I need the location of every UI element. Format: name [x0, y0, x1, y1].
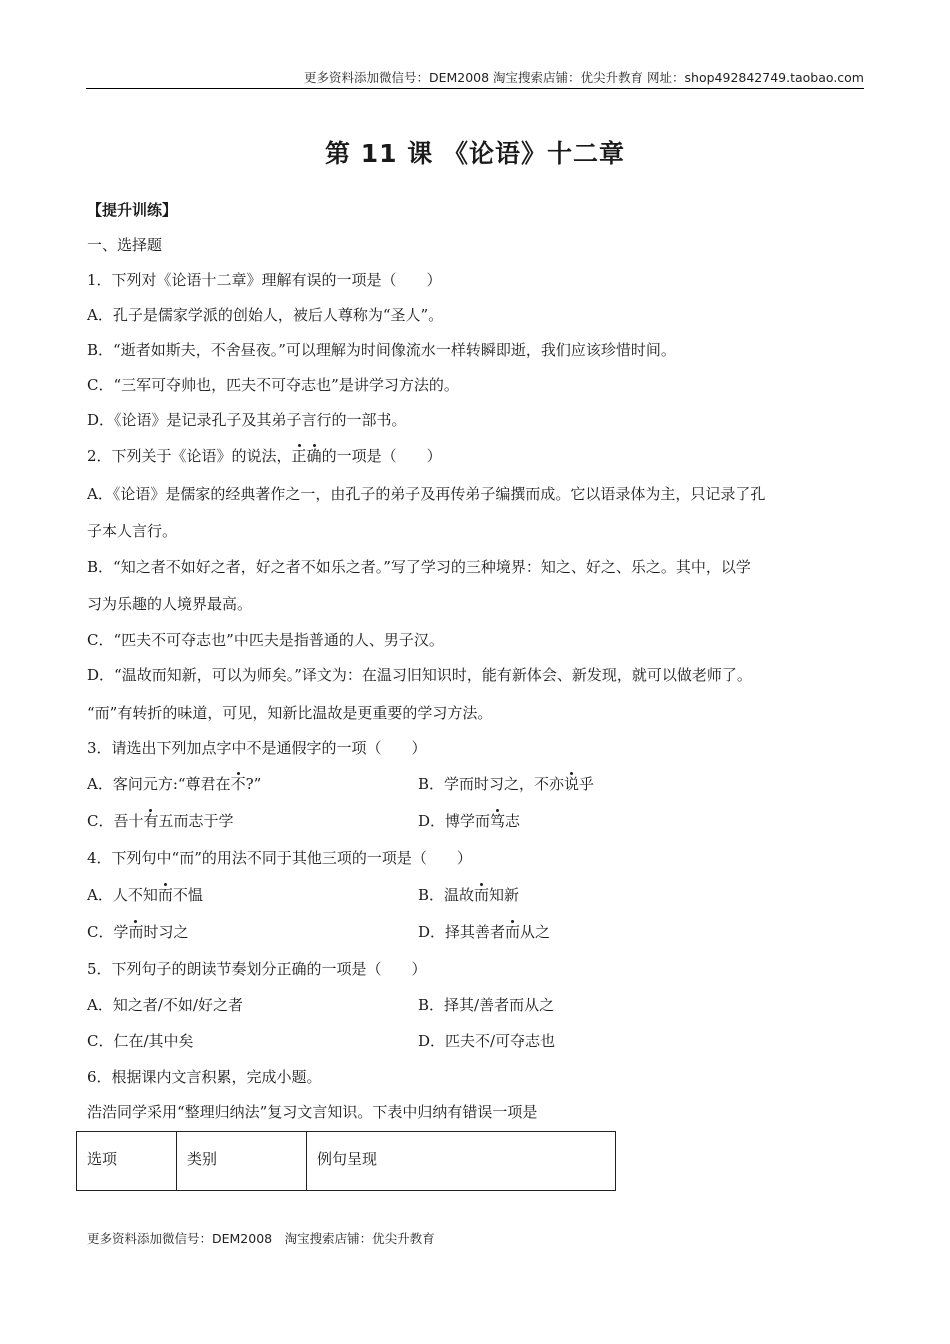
question-5-option-a: A．知之者/不如/好之者 [87, 996, 243, 1014]
question-6-stem: 6．根据课内文言积累，完成小题。 [87, 1068, 322, 1086]
question-5-option-b: B．择其/善者而从之 [418, 996, 555, 1014]
table-header-row [77, 1132, 616, 1191]
question-3-option-c [87, 810, 234, 831]
option-text: B．学而时习之，不亦 [418, 775, 565, 793]
emphasis-char: 有 [143, 812, 159, 830]
option-text: A．客问元方:“尊君在 [87, 775, 231, 793]
option-text: 五而志于学 [158, 812, 234, 830]
question-4-option-d [418, 921, 550, 942]
question-5-stem: 5．下列句子的朗读节奏划分正确的一项是（ ） [87, 960, 427, 978]
emphasis-char: 正 [291, 447, 307, 465]
question-3-stem: 3．请选出下列加点字中不是通假字的一项（ ） [87, 739, 427, 757]
option-text: 不愠 [172, 886, 203, 904]
part-heading: 一、选择题 [87, 236, 163, 254]
emphasis-char: 笃 [490, 812, 506, 830]
question-2-stem-text: 的一项是（ ） [321, 447, 442, 465]
emphasis-char: 而 [505, 923, 521, 941]
question-4-option-b [418, 884, 519, 905]
question-4-option-c [87, 921, 189, 942]
page-header: 更多资料添加微信号：DEM2008 淘宝搜索店铺：优尖升教育 网址：shop492842749.taobao.com [303, 70, 864, 85]
option-text: 知新 [489, 886, 520, 904]
header-divider [86, 88, 864, 89]
option-text: A．人不知 [87, 886, 158, 904]
question-2-option-c: C．“匹夫不可夺志也”中匹夫是指普通的人、男子汉。 [87, 631, 444, 649]
option-text: D．择其善者 [418, 923, 506, 941]
question-1-option-a: A．孔子是儒家学派的创始人，被后人尊称为“圣人”。 [87, 306, 444, 324]
summary-table [76, 1131, 616, 1191]
emphasis-char: 说 [564, 775, 580, 793]
question-4-option-a [87, 884, 203, 905]
table-header-cell: 选项 [77, 1132, 177, 1191]
page-title: 第 11 课 《论语》十二章 [325, 139, 625, 168]
option-text: 从之 [520, 923, 551, 941]
option-text: 时习之 [143, 923, 189, 941]
emphasis-char: 而 [128, 923, 144, 941]
question-1-stem: 1．下列对《论语十二章》理解有误的一项是（ ） [87, 271, 442, 289]
question-5-option-c: C．仁在/其中矣 [87, 1032, 194, 1050]
page-footer: 更多资料添加微信号：DEM2008 淘宝搜索店铺：优尖升教育 [87, 1231, 435, 1246]
question-4-stem: 4．下列句中“而”的用法不同于其他三项的一项是（ ） [87, 849, 472, 867]
question-2-stem-text: 2．下列关于《论语》的说法， [87, 447, 292, 465]
question-3-option-d [418, 810, 520, 831]
question-2-option-a: A．《论语》是儒家的经典著作之一，由孔子的弟子及再传弟子编撰而成。它以语录体为主，只记录了孔 [87, 485, 766, 503]
question-6-intro: 浩浩同学采用“整理归纳法”复习文言知识。下表中归纳有错误一项是 [87, 1103, 538, 1121]
emphasis-char: 而 [157, 886, 173, 904]
question-1-option-c: C．“三军可夺帅也，匹夫不可夺志也”是讲学习方法的。 [87, 376, 459, 394]
question-2-option-d-cont: “而”有转折的味道，可见，知新比温故是更重要的学习方法。 [87, 704, 493, 722]
option-text: D．博学而 [418, 812, 491, 830]
question-1-option-b: B．“逝者如斯夫，不舍昼夜。”可以理解为时间像流水一样转瞬即逝，我们应该珍惜时间。 [87, 341, 676, 359]
option-text: 乎 [579, 775, 595, 793]
question-2-stem [87, 445, 442, 466]
option-text: 志 [505, 812, 521, 830]
option-text: B．温故 [418, 886, 475, 904]
option-text: ?” [245, 775, 262, 793]
option-text: C．吾十 [87, 812, 144, 830]
question-2-option-b-cont: 习为乐趣的人境界最高。 [87, 595, 253, 613]
question-2-option-b: B．“知之者不如好之者，好之者不如乐之者。”写了学习的三种境界：知之、好之、乐之。其中，以学 [87, 558, 751, 576]
question-2-option-d: D．“温故而知新，可以为师矣。”译文为：在温习旧知识时，能有新体会、新发现，就可以做老师了。 [87, 666, 752, 684]
emphasis-char: 确 [306, 447, 322, 465]
question-2-option-a-cont: 子本人言行。 [87, 522, 178, 540]
table-header-cell: 类别 [177, 1132, 307, 1191]
emphasis-char: 而 [474, 886, 490, 904]
section-heading: 【提升训练】 [87, 201, 178, 219]
question-3-option-b [418, 773, 594, 794]
table-header-cell: 例句呈现 [307, 1132, 616, 1191]
question-1-option-d: D．《论语》是记录孔子及其弟子言行的一部书。 [87, 411, 407, 429]
emphasis-char: 不 [230, 775, 246, 793]
option-text: C．学 [87, 923, 129, 941]
question-5-option-d: D．匹夫不/可夺志也 [418, 1032, 556, 1050]
question-3-option-a [87, 773, 261, 794]
